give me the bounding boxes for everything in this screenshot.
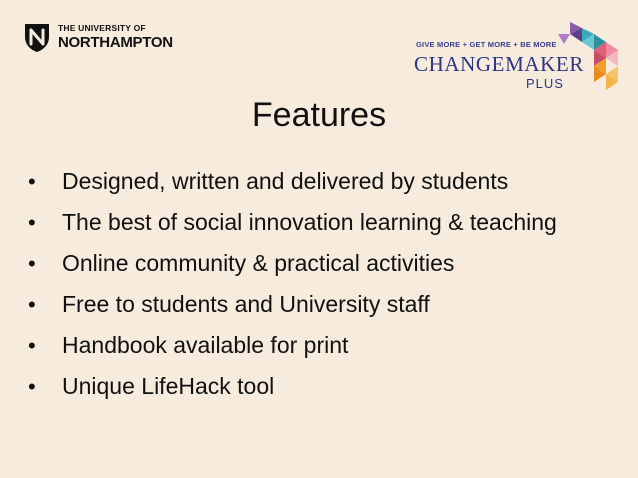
changemaker-plus: PLUS [526,76,564,91]
list-item [26,372,616,401]
changemaker-tagline: GIVE MORE + GET MORE + BE MORE [416,40,557,49]
list-item-text: Unique LifeHack tool [62,373,275,399]
bullet-icon: • [28,169,36,194]
list-item [26,249,616,278]
list-item-text: Online community & practical activities [62,250,455,276]
university-logo [22,20,173,54]
list-item-text: Designed, written and delivered by students [62,168,509,194]
list-item [26,208,616,237]
feature-list [26,167,616,413]
list-item [26,290,616,319]
changemaker-triangles-icon [548,20,620,98]
list-item [26,167,616,196]
bullet-icon: • [28,333,36,358]
bullet-icon: • [28,251,36,276]
slide-title: Features [251,96,387,134]
bullet-icon: • [28,210,36,235]
changemaker-name: CHANGEMAKER [414,52,584,76]
list-item-text: Free to students and University staff [62,291,430,317]
bullet-icon: • [28,374,36,399]
list-item [26,331,616,360]
university-name-line2: NORTHAMPTON [58,33,173,51]
changemaker-logo [412,18,622,98]
university-name-line1: THE UNIVERSITY OF [58,23,146,34]
list-item-text: Handbook available for print [62,332,349,358]
bullet-icon: • [28,292,36,317]
university-crest-icon [22,21,52,53]
list-item-text: The best of social innovation learning & teaching [62,209,557,235]
